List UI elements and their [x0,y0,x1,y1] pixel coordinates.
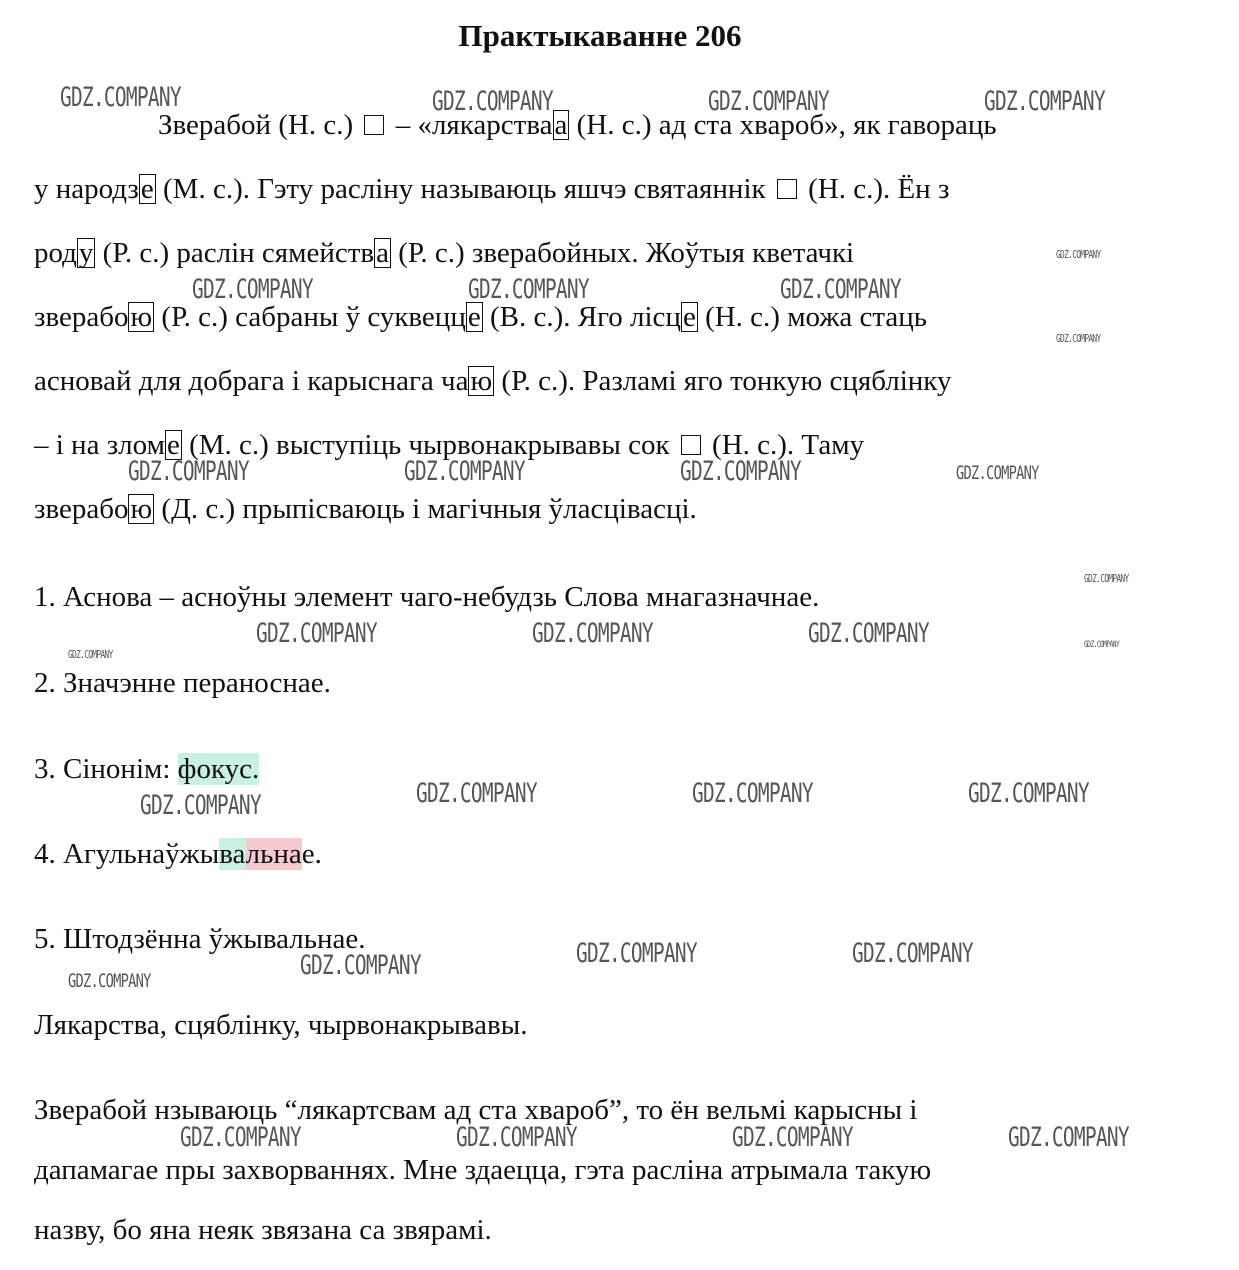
exercise-line-4: зверабою (Р. с.) сабраны ў суквецце (В. с.). Яго лісце (Н. с.) можа стаць [34,301,927,333]
ending-box: ю [130,301,153,333]
watermark: GDZ.COMPANY [300,950,421,981]
empty-ending-box [364,115,384,135]
highlight-pink: льна [245,838,302,870]
ending-box: е [682,301,696,333]
ending-box: а [554,109,568,141]
empty-ending-box [681,435,701,455]
watermark: GDZ.COMPANY [1008,1122,1129,1153]
watermark: GDZ.COMPANY [1084,640,1119,650]
watermark: GDZ.COMPANY [256,618,377,649]
exercise-line-2: у народзе (М. с.). Гэту расліну называюць яшчэ святаяннік (Н. с.). Ён з [34,173,950,205]
exercise-line-7: зверабою (Д. с.) прыпісваюць і магічныя ўласцівасці. [34,493,697,525]
watermark: GDZ.COMPANY [968,778,1089,809]
exercise-line-3: роду (Р. с.) раслін сямейства (Р. с.) зверабойных. Жоўтыя кветачкі [34,237,855,269]
ending-box: е [166,429,180,461]
ending-box: ю [470,365,493,397]
watermark: GDZ.COMPANY [1056,332,1101,345]
answer-3: 3. Сінонім: фокус. [34,753,260,785]
watermark: GDZ.COMPANY [984,86,1105,117]
watermark: GDZ.COMPANY [128,456,249,487]
watermark: GDZ.COMPANY [576,938,697,969]
watermark: GDZ.COMPANY [180,1122,301,1153]
watermark: GDZ.COMPANY [532,618,653,649]
watermark: GDZ.COMPANY [68,970,151,992]
ending-box: у [78,237,94,269]
ending-box: е [467,301,481,333]
answer-4: 4. Агульнаўжывальнае. [34,838,322,870]
watermark: GDZ.COMPANY [1056,248,1101,261]
watermark: GDZ.COMPANY [68,648,113,661]
empty-ending-box [777,179,797,199]
watermark: GDZ.COMPANY [680,456,801,487]
watermark: GDZ.COMPANY [404,456,525,487]
answer-5: 5. Штодзённа ўжывальнае. [34,923,366,955]
watermark: GDZ.COMPANY [60,82,181,113]
watermark: GDZ.COMPANY [732,1122,853,1153]
ending-box: ю [130,493,153,525]
watermark: GDZ.COMPANY [808,618,929,649]
page-title: Практыкаванне 206 [458,18,742,53]
answer-1: 1. Аснова – асноўны элемент чаго-небудзь Слова мнагазначнае. [34,581,820,613]
watermark: GDZ.COMPANY [852,938,973,969]
watermark: GDZ.COMPANY [956,462,1039,484]
ending-box: е [140,173,154,205]
watermark: GDZ.COMPANY [1084,572,1129,585]
watermark: GDZ.COMPANY [468,274,589,305]
watermark: GDZ.COMPANY [708,86,829,117]
exercise-line-1: Зверабой (Н. с.) – «лякарстваа (Н. с.) ад ста хвароб», як гавораць [158,109,997,141]
answer-2: 2. Значэнне пераноснае. [34,667,331,699]
watermark: GDZ.COMPANY [692,778,813,809]
answer-6: Лякарства, сцяблінку, чырвонакрывавы. [34,1009,528,1041]
ending-box: а [376,237,389,269]
paragraph-line-2: дапамагае пры захворваннях. Мне здаецца, гэта расліна атрымала такую [34,1154,932,1186]
watermark: GDZ.COMPANY [140,790,261,821]
highlighted-synonym: фокус. [177,753,260,785]
watermark: GDZ.COMPANY [780,274,901,305]
highlight-green: ва [219,838,246,870]
exercise-line-5: асновай для добрага і карыснага чаю (Р. с.). Разламі яго тонкую сцяблінку [34,365,952,397]
watermark: GDZ.COMPANY [432,86,553,117]
watermark: GDZ.COMPANY [416,778,537,809]
paragraph-line-3: назву, бо яна неяк звязана са звярамі. [34,1214,492,1246]
watermark: GDZ.COMPANY [192,274,313,305]
paragraph-line-1: Зверабой нзываюць “лякартсвам ад ста хвароб”, то ён вельмі карысны і [34,1094,918,1126]
watermark: GDZ.COMPANY [456,1122,577,1153]
exercise-line-6: – і на зломе (М. с.) выступіць чырвонакрывавы сок (Н. с.). Таму [34,429,865,461]
